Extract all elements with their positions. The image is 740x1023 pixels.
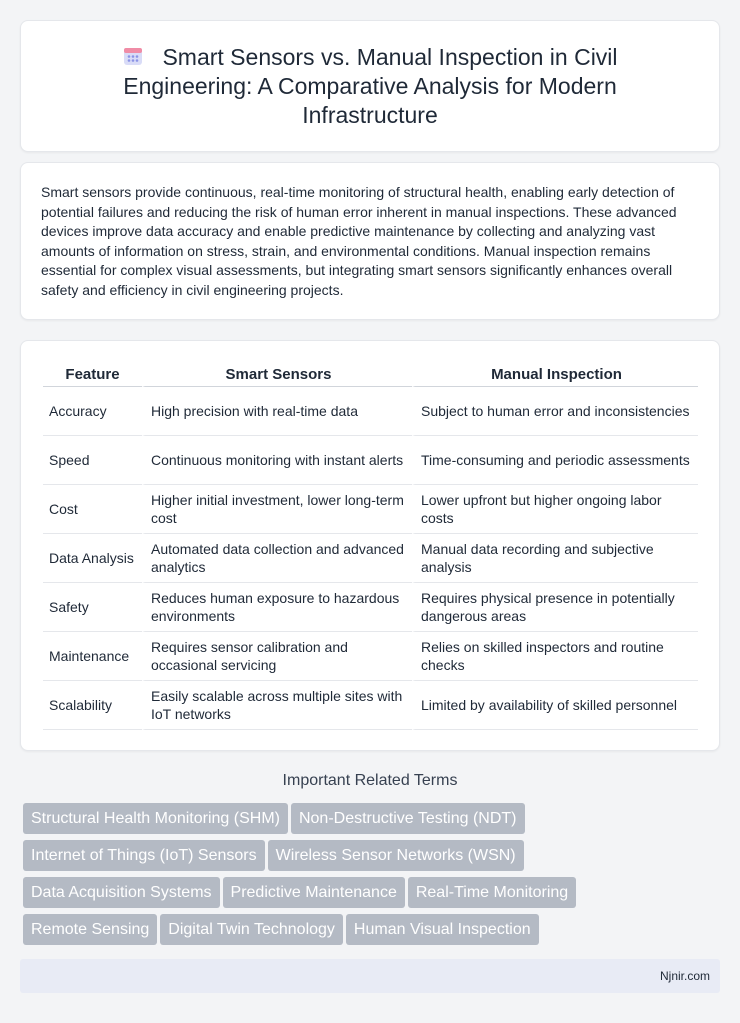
term-tag[interactable]: Internet of Things (IoT) Sensors xyxy=(23,840,265,871)
term-tag[interactable]: Data Acquisition Systems xyxy=(23,877,220,908)
table-row xyxy=(43,387,698,436)
term-tag[interactable]: Wireless Sensor Networks (WSN) xyxy=(268,840,524,871)
table-row xyxy=(43,632,698,681)
page-title xyxy=(61,43,679,130)
manual-inspection-cell: Manual data recording and subjective analysis xyxy=(412,534,698,583)
feature-cell: Safety xyxy=(43,583,142,632)
term-tag[interactable]: Non-Destructive Testing (NDT) xyxy=(291,803,525,834)
table-row xyxy=(43,534,698,583)
related-terms-title: Important Related Terms xyxy=(282,772,458,789)
footer xyxy=(20,959,720,993)
title-card xyxy=(20,20,720,152)
manual-inspection-cell: Subject to human error and inconsistencies xyxy=(412,387,698,436)
smart-sensors-cell: High precision with real-time data xyxy=(142,387,412,436)
table-row xyxy=(43,436,698,485)
term-tag[interactable]: Structural Health Monitoring (SHM) xyxy=(23,803,288,834)
smart-sensors-cell: Automated data collection and advanced analytics xyxy=(142,534,412,583)
smart-sensors-cell: Reduces human exposure to hazardous environments xyxy=(142,583,412,632)
page-title-text: Smart Sensors vs. Manual Inspection in Civil Engineering: A Comparative Analysis for Modern Infrastructure xyxy=(123,44,618,128)
term-tag[interactable]: Real-Time Monitoring xyxy=(408,877,576,908)
header-manual-inspection: Manual Inspection xyxy=(412,363,698,387)
header-smart-sensors: Smart Sensors xyxy=(142,363,412,387)
feature-cell: Scalability xyxy=(43,681,142,730)
table-header-row xyxy=(43,363,698,387)
term-tag[interactable]: Human Visual Inspection xyxy=(346,914,539,945)
term-tag[interactable]: Digital Twin Technology xyxy=(160,914,343,945)
intro-card xyxy=(20,162,720,320)
feature-cell: Maintenance xyxy=(43,632,142,681)
footer-site-link[interactable]: Njnir.com xyxy=(659,969,710,983)
smart-sensors-cell: Requires sensor calibration and occasional servicing xyxy=(142,632,412,681)
comparison-table-card xyxy=(20,340,720,751)
manual-inspection-cell: Relies on skilled inspectors and routine checks xyxy=(412,632,698,681)
intro-paragraph: Smart sensors provide continuous, real-time monitoring of structural health, enabling early detection of potential failures and reducing the risk of human error inherent in manual inspections. These advanced devices improve data accuracy and enable predictive maintenance by collecting and analyzing vast amounts of information on stress, strain, and environmental conditions. Manual inspection remains essential for complex visual assessments, but integrating smart sensors significantly enhances overall safety and efficiency in civil engineering projects. xyxy=(41,184,677,298)
manual-inspection-cell: Lower upfront but higher ongoing labor costs xyxy=(412,485,698,534)
header-feature: Feature xyxy=(43,363,142,387)
feature-cell: Accuracy xyxy=(43,387,142,436)
term-tag[interactable]: Predictive Maintenance xyxy=(223,877,405,908)
calendar-icon xyxy=(122,45,144,67)
feature-cell: Data Analysis xyxy=(43,534,142,583)
comparison-table xyxy=(43,363,698,730)
related-terms-list xyxy=(23,803,723,951)
manual-inspection-cell: Limited by availability of skilled personnel xyxy=(412,681,698,730)
table-row xyxy=(43,583,698,632)
smart-sensors-cell: Continuous monitoring with instant alerts xyxy=(142,436,412,485)
term-tag[interactable]: Remote Sensing xyxy=(23,914,157,945)
feature-cell: Cost xyxy=(43,485,142,534)
table-row xyxy=(43,485,698,534)
manual-inspection-cell: Requires physical presence in potentially dangerous areas xyxy=(412,583,698,632)
smart-sensors-cell: Higher initial investment, lower long-term cost xyxy=(142,485,412,534)
feature-cell: Speed xyxy=(43,436,142,485)
manual-inspection-cell: Time-consuming and periodic assessments xyxy=(412,436,698,485)
table-row xyxy=(43,681,698,730)
smart-sensors-cell: Easily scalable across multiple sites with IoT networks xyxy=(142,681,412,730)
